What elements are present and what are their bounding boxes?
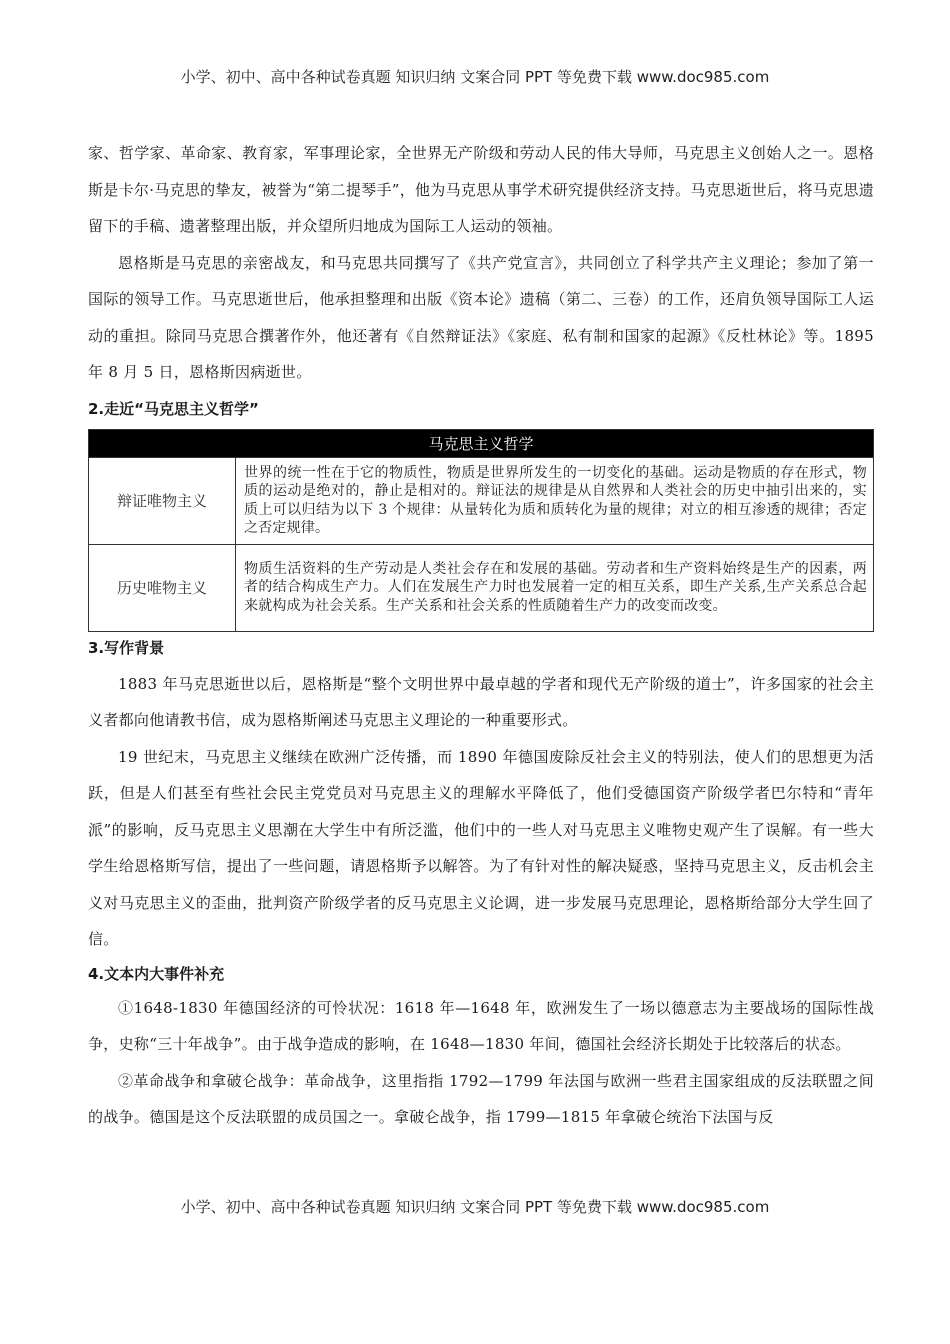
table-row-text: 物质生活资料的生产劳动是人类社会存在和发展的基础。劳动者和生产资料始终是生产的因素，两者的结合构成生产力。人们在发展生产力时也发展着一定的相互关系，即生产关系,生产关系总合起来就构成为社会关系。生产关系和社会关系的性质随着生产力的改变而改变。 [236, 544, 874, 631]
section-3-paragraph-2: 19 世纪末，马克思主义继续在欧洲广泛传播，而 1890 年德国废除反社会主义的特别法，使人们的思想更为活跃，但是人们甚至有些社会民主党党员对马克思主义的理解水平降低了，他们受德国资产阶级学者巴尔特和“青年派”的影响，反马克思主义思潮在大学生中有所泛滥，他们中的一些人对马克思主义唯物史观产生了误解。有一些大学生给恩格斯写信，提出了一些问题，请恩格斯予以解答。为了有针对性的解决疑惑，坚持马克思主义，反击机会主义对马克思主义的歪曲，批判资产阶级学者的反马克思主义论调，进一步发展马克思理论，恩格斯给部分大学生回了信。 [88, 747, 874, 948]
table-row [89, 457, 874, 544]
section-2-heading: 2.走近“马克思主义哲学” [88, 399, 259, 418]
intro-paragraph-2: 恩格斯是马克思的亲密战友，和马克思共同撰写了《共产党宣言》，共同创立了科学共产主义理论；参加了第一国际的领导工作。马克思逝世后，他承担整理和出版《资本论》遗稿（第二、三卷）的工作，还肩负领导国际工人运动的重担。除同马克思合撰著作外，他还著有《自然辩证法》《家庭、私有制和国家的起源》《反杜林论》等。1895 年 8 月 5 日，恩格斯因病逝世。 [88, 253, 874, 381]
footer-banner: 小学、初中、高中各种试卷真题 知识归纳 文案合同 PPT 等免费下载 www.doc985.com [180, 1198, 770, 1216]
section-4-paragraph-2: ②革命战争和拿破仑战争：革命战争，这里指指 1792—1799 年法国与欧洲一些君主国家组成的反法联盟之间的战争。德国是这个反法联盟的成员国之一。拿破仑战争，指 1799—1815 年拿破仑统治下法国与反 [88, 1071, 874, 1126]
table-row [89, 544, 874, 631]
intro-paragraph-1: 家、哲学家、革命家、教育家，军事理论家，全世界无产阶级和劳动人民的伟大导师，马克思主义创始人之一。恩格斯是卡尔·马克思的挚友，被誉为“第二提琴手”，他为马克思从事学术研究提供经济支持。马克思逝世后，将马克思遗留下的手稿、遗著整理出版，并众望所归地成为国际工人运动的领袖。 [88, 144, 875, 235]
table-header: 马克思主义哲学 [89, 429, 874, 457]
section-3-paragraph-1: 1883 年马克思逝世以后，恩格斯是“整个文明世界中最卓越的学者和现代无产阶级的道士”，许多国家的社会主义者都向他请教书信，成为恩格斯阐述马克思主义理论的一种重要形式。 [88, 674, 874, 729]
table-row-text: 世界的统一性在于它的物质性，物质是世界所发生的一切变化的基础。运动是物质的存在形式，物质的运动是绝对的，静止是相对的。辩证法的规律是从自然界和人类社会的历史中抽引出来的，实质上可以归结为以下 3 个规律：从量转化为质和质转化为量的规律；对立的相互渗透的规律；否定之否定规律。 [236, 457, 874, 544]
table-row-label: 历史唯物主义 [89, 544, 236, 631]
header-banner: 小学、初中、高中各种试卷真题 知识归纳 文案合同 PPT 等免费下载 www.doc985.com [180, 68, 770, 86]
table-row-label: 辩证唯物主义 [89, 457, 236, 544]
philosophy-table [88, 429, 874, 632]
section-3-heading: 3.写作背景 [88, 638, 165, 657]
section-4-heading: 4.文本内大事件补充 [88, 964, 225, 983]
section-4-paragraph-1: ①1648-1830 年德国经济的可怜状况：1618 年—1648 年，欧洲发生了一场以德意志为主要战场的国际性战争，史称“三十年战争”。由于战争造成的影响，在 1648—1830 年间，德国社会经济长期处于比较落后的状态。 [88, 998, 874, 1053]
document-body [88, 135, 874, 1136]
